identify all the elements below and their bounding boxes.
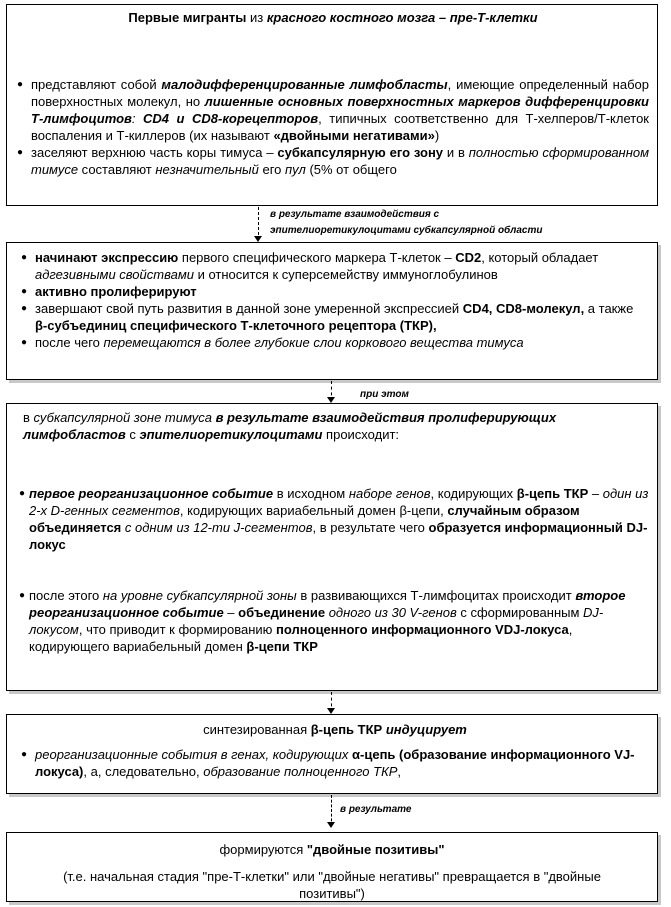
box5-head: формируются "двойные позитивы": [219, 842, 445, 857]
bullet-dot: ●: [21, 749, 28, 760]
box3-bullet-1: ● первое реорганизационное событие в исходном наборе генов, кодирующих β-цепь ТКР – один из 2-х D-генных сегментов, кодирующих вариабельный домен β-цепи, случайным образом объединяется с одним из 12-ти J-сегментов, в результате чего образуется информационный DJ-локус: [19, 486, 649, 552]
box1-bullet-2: ● заселяют верхнюю часть коры тимуса – субкапсулярную его зону и в полностью сформированном тимусе составляют незначительный его пул (5% от общего: [17, 145, 649, 177]
box3-bullet-2: ● после этого на уровне субкапсулярной зоны в развивающихся Т-лимфоцитах происходит второе реорганизационное событие – объединение одного из 30 V-генов с сформированным DJ-локусом, что приводит к формированию полноценного информационного VDJ-локуса, кодирующего вариабельный домен β-цепи ТКР: [19, 588, 626, 654]
box1-bullet-1: ● представляют собой малодифференцированные лимфобласты, имеющие определенный набор поверхностных молекул, но лишенные основных поверхностных маркеров дифференцировки Т-лимфоцитов: CD4 и CD8-корецепторов, типичных соответственно для Т-хелперов/Т-клеток воспаления и Т-киллеров (их называют «двойными негативами»): [17, 77, 649, 143]
box-double-positives: [6, 832, 658, 902]
bullet-dot: ●: [19, 488, 26, 499]
box2-bullet-2: ● активно пролиферируют: [21, 284, 197, 299]
bullet-dot: ●: [21, 337, 28, 348]
box-subcapsular-stage: [6, 242, 658, 380]
box1-title: Первые мигранты из красного костного мозга – пре-Т-клетки: [128, 10, 538, 25]
box-gene-rearrangement: [6, 403, 658, 691]
box2-bullet-1: ● начинают экспрессию первого специфического маркера Т-клеток – CD2, который обладает адгезивными свойствами и относится к суперсемейству иммуноглобулинов: [21, 250, 599, 282]
connector-label-1a: в результате взаимодействия с: [270, 209, 440, 220]
bullet-dot: ●: [19, 590, 26, 601]
connector-arrow-4: [327, 822, 335, 828]
box5-sub: (т.е. начальная стадия "пре-Т-клетки" или "двойные негативы" превращается в "двойные позитивы"): [63, 869, 601, 901]
connector-label-4: в результате: [340, 804, 412, 815]
bullet-dot: ●: [21, 252, 28, 263]
bullet-dot: ●: [21, 286, 28, 297]
bullet-dot: ●: [17, 147, 24, 158]
box2-bullet-4: ● после чего перемещаются в более глубокие слои коркового вещества тимуса: [21, 335, 524, 350]
box4-bullet-1: ● реорганизационные события в генах, кодирующих α-цепь (образование информационного VJ-локуса), а, следовательно, образование полноценного ТКР,: [21, 747, 635, 779]
bullet-dot: ●: [17, 79, 24, 90]
bullet-dot: ●: [21, 303, 28, 314]
connector-label-2: при этом: [360, 389, 409, 400]
box4-head: синтезированная β-цепь ТКР индуцирует: [203, 722, 467, 737]
box2-bullet-3: ● завершают свой путь развития в данной зоне умеренной экспрессией CD4, CD8-молекул, а также β-субъединиц специфического Т-клеточного рецептора (ТКР),: [21, 301, 634, 333]
box-first-migrants: [6, 4, 658, 206]
connector-label-1b: эпителиоретикулоцитами субкапсулярной области: [270, 225, 543, 236]
box-alpha-chain: [6, 714, 658, 794]
box3-intro: в субкапсулярной зоне тимуса в результате взаимодействия пролиферирующих лимфобластов с эпителиоретикулоцитами происходит:: [23, 410, 557, 442]
